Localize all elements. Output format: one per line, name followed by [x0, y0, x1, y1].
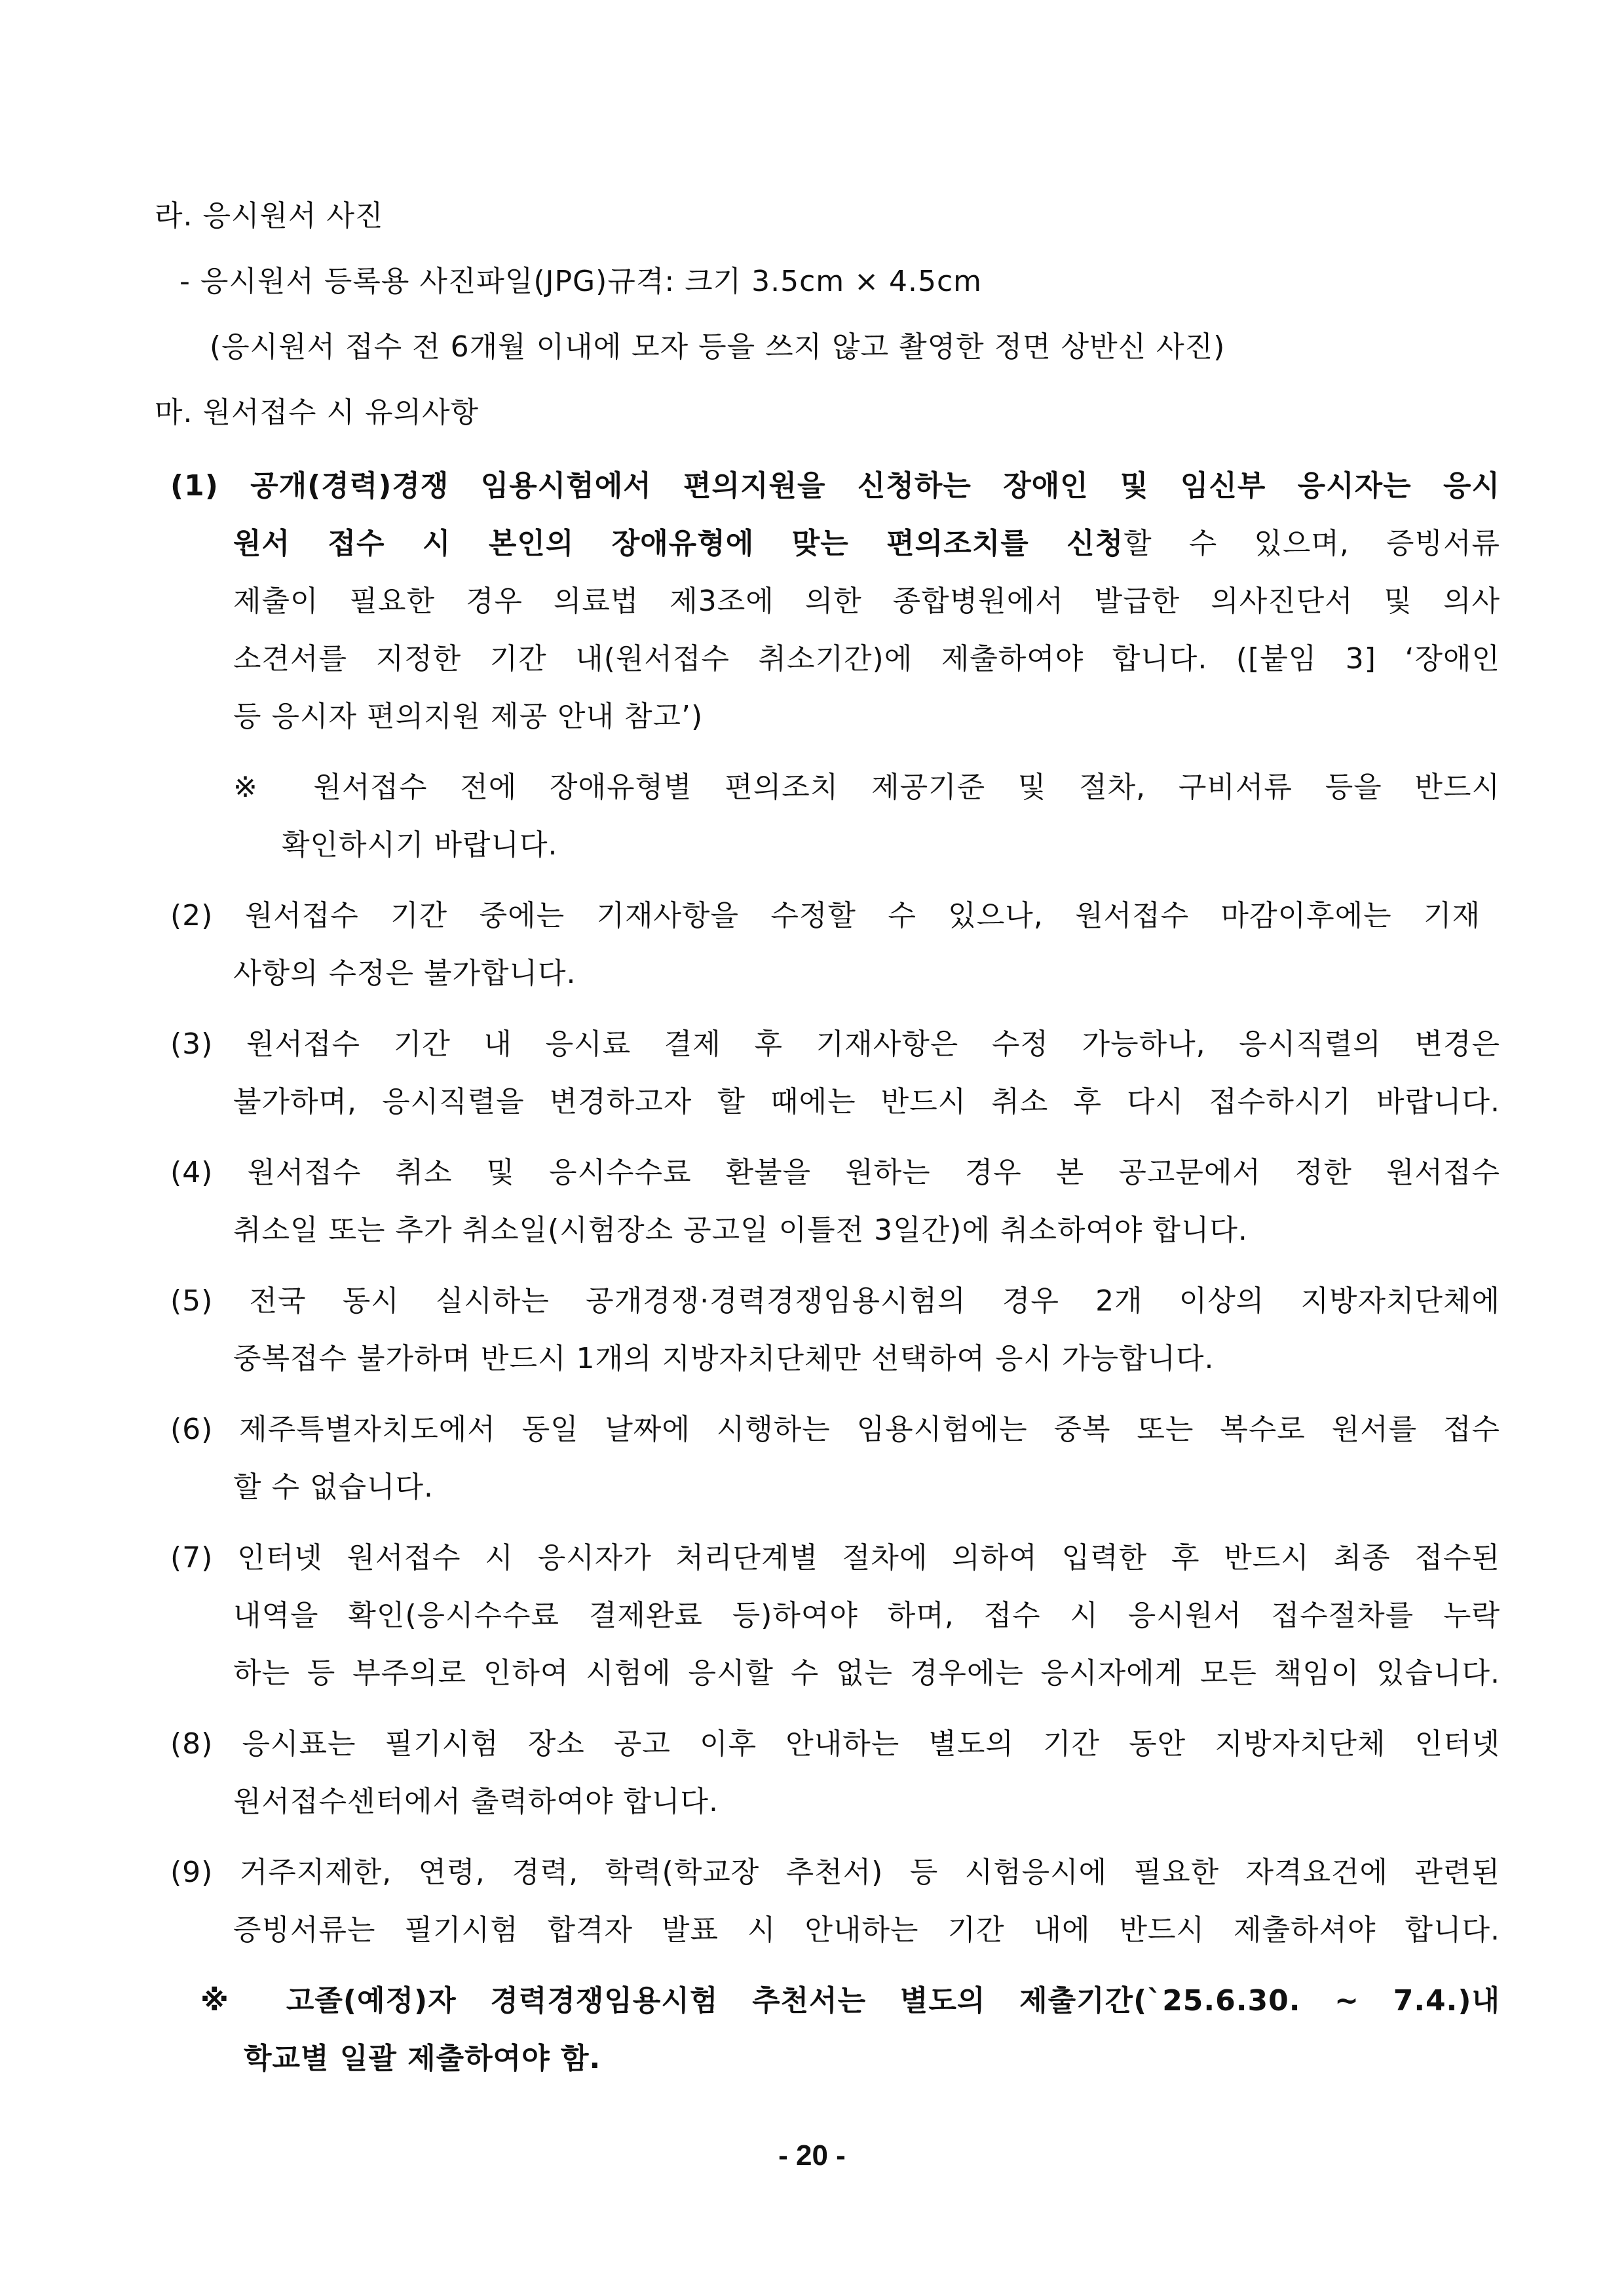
item1-line1: (1) 공개(경력)경쟁 임용시험에서 편의지원을 신청하는 장애인 및 임신부 응시자는 응시	[170, 469, 1500, 503]
photo-spec-line: - 응시원서 등록용 사진파일(JPG)규격: 크기 3.5cm × 4.5cm	[179, 265, 983, 298]
item1-line5: 등 응시자 편의지원 제공 안내 참고’)	[233, 700, 704, 733]
section-heading-ma: 마. 원서접수 시 유의사항	[155, 396, 479, 429]
item1-note-line2: 확인하시기 바랍니다.	[282, 828, 558, 862]
item3-line2: 불가하며, 응시직렬을 변경하고자 할 때에는 반드시 취소 후 다시 접수하시기 바랍니다.	[233, 1085, 1500, 1119]
item4-line1: (4) 원서접수 취소 및 응시수수료 환불을 원하는 경우 본 공고문에서 정한 원서접수	[170, 1156, 1500, 1189]
item1-note-line1: ※ 원서접수 전에 장애유형별 편의조치 제공기준 및 절차, 구비서류 등을 반드시	[233, 771, 1500, 804]
page-number: - 20 -	[778, 2139, 846, 2172]
item4-line2: 취소일 또는 추가 취소일(시험장소 공고일 이틀전 3일간)에 취소하여야 합니다.	[233, 1214, 1248, 1247]
item7-line3: 하는 등 부주의로 인하여 시험에 응시할 수 없는 경우에는 응시자에게 모든 책임이 있습니다.	[233, 1656, 1500, 1690]
item6-line2: 할 수 없습니다.	[233, 1470, 434, 1504]
section-heading-ra: 라. 응시원서 사진	[155, 199, 384, 233]
item9-line1: (9) 거주지제한, 연령, 경력, 학력(학교장 추천서) 등 시험응시에 필요한 자격요건에 관련된	[170, 1856, 1500, 1889]
item2-line2: 사항의 수정은 불가합니다.	[233, 957, 576, 990]
item6-line1: (6) 제주특별자치도에서 동일 날짜에 시행하는 임용시험에는 중복 또는 복수로 원서를 접수	[170, 1413, 1500, 1446]
final-note-line2: 학교별 일괄 제출하여야 함.	[244, 2042, 601, 2075]
item1-line2	[233, 524, 1500, 564]
item8-line2: 원서접수센터에서 출력하여야 합니다.	[233, 1785, 719, 1818]
item7-line1: (7) 인터넷 원서접수 시 응시자가 처리단계별 절차에 의하여 입력한 후 반드시 최종 접수된	[170, 1541, 1500, 1575]
item1-line4: 소견서를 지정한 기간 내(원서접수 취소기간)에 제출하여야 합니다. ([붙임 3] ‘장애인	[233, 642, 1500, 676]
photo-note-line: (응시원서 접수 전 6개월 이내에 모자 등을 쓰지 않고 촬영한 정면 상반신 사진)	[210, 330, 1226, 364]
item1-line2-rest: 할 수 있으며, 증빙서류	[1124, 527, 1500, 560]
item3-line1: (3) 원서접수 기간 내 응시료 결제 후 기재사항은 수정 가능하나, 응시직렬의 변경은	[170, 1027, 1500, 1061]
item1-line2-bold: 원서 접수 시 본인의 장애유형에 맞는 편의조치를 신청	[233, 527, 1124, 560]
final-note-line1: ※ 고졸(예정)자 경력경쟁임용시험 추천서는 별도의 제출기간(`25.6.30. ~ 7.4.)내	[200, 1984, 1500, 2018]
item8-line1: (8) 응시표는 필기시험 장소 공고 이후 안내하는 별도의 기간 동안 지방자치단체 인터넷	[170, 1727, 1500, 1761]
item2-line1: (2) 원서접수 기간 중에는 기재사항을 수정할 수 있으나, 원서접수 마감이후에는 기재	[170, 899, 1481, 932]
item7-line2: 내역을 확인(응시수수료 결제완료 등)하여야 하며, 접수 시 응시원서 접수절차를 누락	[233, 1599, 1500, 1632]
item5-line2: 중복접수 불가하며 반드시 1개의 지방자치단체만 선택하여 응시 가능합니다.	[233, 1342, 1215, 1375]
item1-line3: 제출이 필요한 경우 의료법 제3조에 의한 종합병원에서 발급한 의사진단서 및 의사	[233, 584, 1500, 618]
item9-line2: 증빙서류는 필기시험 합격자 발표 시 안내하는 기간 내에 반드시 제출하셔야 합니다.	[233, 1913, 1500, 1947]
item5-line1: (5) 전국 동시 실시하는 공개경쟁·경력경쟁임용시험의 경우 2개 이상의 지방자치단체에	[170, 1284, 1500, 1318]
